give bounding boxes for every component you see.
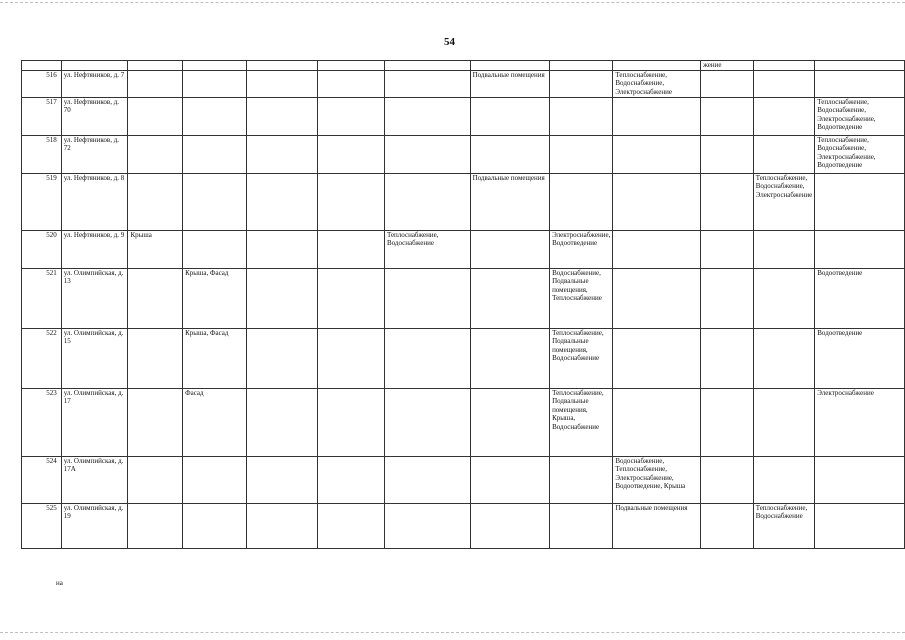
- table-cell: [183, 456, 247, 503]
- table-cell: [550, 456, 613, 503]
- table-cell: [613, 388, 701, 456]
- table-cell: [753, 61, 815, 71]
- table-cell: [753, 328, 815, 388]
- address-cell: ул. Нефтяников, д. 72: [61, 135, 128, 173]
- table-cell: Теплоснабжение, Водоснабжение, Электроснабжение: [613, 70, 701, 97]
- table-cell: [317, 173, 384, 230]
- table-cell: [613, 135, 701, 173]
- table-cell: [317, 388, 384, 456]
- address-cell: ул. Олимпийская, д. 13: [61, 268, 128, 328]
- table-cell: [701, 70, 754, 97]
- table-cell: Теплоснабжение, Водоснабжение: [753, 503, 815, 548]
- address-cell: ул. Нефтяников, д. 9: [61, 230, 128, 268]
- table-cell: [384, 61, 470, 71]
- table-cell: Фасад: [183, 388, 247, 456]
- table-cell: [128, 328, 183, 388]
- address-cell: ул. Нефтяников, д. 7: [61, 70, 128, 97]
- table-cell: [815, 173, 905, 230]
- table-cell: Подвальные помещения: [470, 173, 550, 230]
- table-cell: [613, 328, 701, 388]
- table-cell: [815, 61, 905, 71]
- table-cell: [183, 230, 247, 268]
- table-cell: [753, 135, 815, 173]
- table-cell: [183, 135, 247, 173]
- table-cell: Теплоснабжение, Водоснабжение, Электроснабжение, Водоотведение: [815, 135, 905, 173]
- table-cell: [815, 70, 905, 97]
- table-cell: [470, 61, 550, 71]
- table-cell: [246, 456, 317, 503]
- table-cell: [128, 135, 183, 173]
- table-cell: [470, 456, 550, 503]
- table-cell: [384, 456, 470, 503]
- table-cell: [753, 230, 815, 268]
- table-cell: [317, 61, 384, 71]
- scan-edge-bottom: [0, 632, 905, 634]
- table-cell: [183, 61, 247, 71]
- table-cell: Крыша, Фасад: [183, 328, 247, 388]
- table-header-row: [22, 61, 905, 71]
- table-cell: [815, 456, 905, 503]
- table-cell: Теплоснабжение, Подвальные помещения, Крыша, Водоснабжение: [550, 388, 613, 456]
- table-cell: [317, 135, 384, 173]
- footer-note: на: [56, 579, 63, 587]
- row-number-cell: 525: [22, 503, 62, 548]
- row-number-cell: 518: [22, 135, 62, 173]
- row-number-cell: 517: [22, 97, 62, 135]
- table-cell: [470, 388, 550, 456]
- table-cell: [753, 268, 815, 328]
- table-cell: [701, 456, 754, 503]
- address-cell: ул. Нефтяников, д. 8: [61, 173, 128, 230]
- table-cell: [128, 97, 183, 135]
- table-cell: [384, 70, 470, 97]
- table-cell: [701, 328, 754, 388]
- table-cell: [317, 268, 384, 328]
- table-cell: [128, 388, 183, 456]
- table-cell: [753, 456, 815, 503]
- row-number-cell: 520: [22, 230, 62, 268]
- row-number-cell: 522: [22, 328, 62, 388]
- table-cell: [550, 135, 613, 173]
- table-cell: [317, 230, 384, 268]
- table-cell: [470, 230, 550, 268]
- table-cell: [613, 97, 701, 135]
- address-cell: ул. Олимпийская, д. 17: [61, 388, 128, 456]
- table-cell: Водоотведение: [815, 328, 905, 388]
- row-number-cell: 521: [22, 268, 62, 328]
- table-cell: [550, 61, 613, 71]
- table-cell: [61, 61, 128, 71]
- table-row: [22, 173, 905, 230]
- table-cell: жение: [701, 61, 754, 71]
- table-row: [22, 230, 905, 268]
- table-cell: [550, 503, 613, 548]
- table-cell: [384, 388, 470, 456]
- table-cell: [384, 173, 470, 230]
- table-cell: [317, 97, 384, 135]
- table-cell: [246, 61, 317, 71]
- table-cell: [384, 268, 470, 328]
- table-cell: [22, 61, 62, 71]
- table-cell: [384, 328, 470, 388]
- table-cell: Теплоснабжение, Водоснабжение, Электроснабжение: [753, 173, 815, 230]
- table-cell: Крыша: [128, 230, 183, 268]
- table-cell: [128, 503, 183, 548]
- table-cell: [701, 173, 754, 230]
- table-cell: [701, 97, 754, 135]
- address-cell: ул. Олимпийская, д. 15: [61, 328, 128, 388]
- table-row: [22, 503, 905, 548]
- table-cell: [550, 97, 613, 135]
- table-cell: Электроснабжение: [815, 388, 905, 456]
- table-cell: [246, 328, 317, 388]
- table-cell: Водоснабжение, Подвальные помещения, Теплоснабжение: [550, 268, 613, 328]
- table-cell: [128, 456, 183, 503]
- table-cell: [815, 230, 905, 268]
- table-cell: [246, 230, 317, 268]
- table-cell: [753, 97, 815, 135]
- table-row: [22, 388, 905, 456]
- table-cell: Теплоснабжение, Водоснабжение, Электроснабжение, Водоотведение: [815, 97, 905, 135]
- table-cell: [815, 503, 905, 548]
- table-cell: [753, 388, 815, 456]
- table-cell: Теплоснабжение, Подвальные помещения, Водоснабжение: [550, 328, 613, 388]
- table-cell: [246, 503, 317, 548]
- table-cell: [384, 503, 470, 548]
- table-cell: [613, 173, 701, 230]
- address-cell: ул. Нефтяников, д. 70: [61, 97, 128, 135]
- table-cell: [753, 70, 815, 97]
- scan-edge-top: [0, 2, 905, 4]
- table-cell: [246, 70, 317, 97]
- table-cell: [613, 61, 701, 71]
- table-row: [22, 328, 905, 388]
- table-cell: [470, 503, 550, 548]
- table-cell: [317, 456, 384, 503]
- table-row: [22, 268, 905, 328]
- table-cell: [701, 230, 754, 268]
- table-cell: [701, 268, 754, 328]
- table-cell: [550, 70, 613, 97]
- table-cell: [470, 268, 550, 328]
- table-cell: [317, 70, 384, 97]
- repair-schedule-table: [21, 60, 905, 549]
- table-row: [22, 97, 905, 135]
- row-number-cell: 519: [22, 173, 62, 230]
- address-cell: ул. Олимпийская, д. 19: [61, 503, 128, 548]
- table-cell: [470, 135, 550, 173]
- table-cell: Водоотведение: [815, 268, 905, 328]
- table-cell: Подвальные помещения: [613, 503, 701, 548]
- table-cell: [701, 503, 754, 548]
- page-number: 54: [444, 36, 455, 48]
- table-cell: Водоснабжение, Теплоснабжение, Электроснабжение, Водоотведение, Крыша: [613, 456, 701, 503]
- table-cell: Подвальные помещения: [470, 70, 550, 97]
- table-cell: [183, 97, 247, 135]
- table-cell: [470, 97, 550, 135]
- table-cell: [128, 268, 183, 328]
- table-cell: [128, 70, 183, 97]
- table-cell: [613, 268, 701, 328]
- table-cell: [470, 328, 550, 388]
- row-number-cell: 524: [22, 456, 62, 503]
- table-cell: [246, 97, 317, 135]
- table-cell: [246, 135, 317, 173]
- table-cell: Электроснабжение, Водоотведение: [550, 230, 613, 268]
- row-number-cell: 516: [22, 70, 62, 97]
- table-cell: [701, 135, 754, 173]
- table-cell: Теплоснабжение, Водоснабжение: [384, 230, 470, 268]
- table-cell: Крыша, Фасад: [183, 268, 247, 328]
- table-cell: [128, 173, 183, 230]
- table-cell: [246, 388, 317, 456]
- table-cell: [550, 173, 613, 230]
- table-cell: [246, 173, 317, 230]
- address-cell: ул. Олимпийская, д. 17А: [61, 456, 128, 503]
- table-cell: [384, 97, 470, 135]
- table-cell: [183, 173, 247, 230]
- table-cell: [317, 503, 384, 548]
- row-number-cell: 523: [22, 388, 62, 456]
- table-cell: [128, 61, 183, 71]
- table-cell: [183, 70, 247, 97]
- table-cell: [613, 230, 701, 268]
- table-cell: [246, 268, 317, 328]
- table-row: [22, 135, 905, 173]
- table-cell: [183, 503, 247, 548]
- table-cell: [384, 135, 470, 173]
- table-row: [22, 70, 905, 97]
- table-row: [22, 456, 905, 503]
- table-cell: [701, 388, 754, 456]
- table-cell: [317, 328, 384, 388]
